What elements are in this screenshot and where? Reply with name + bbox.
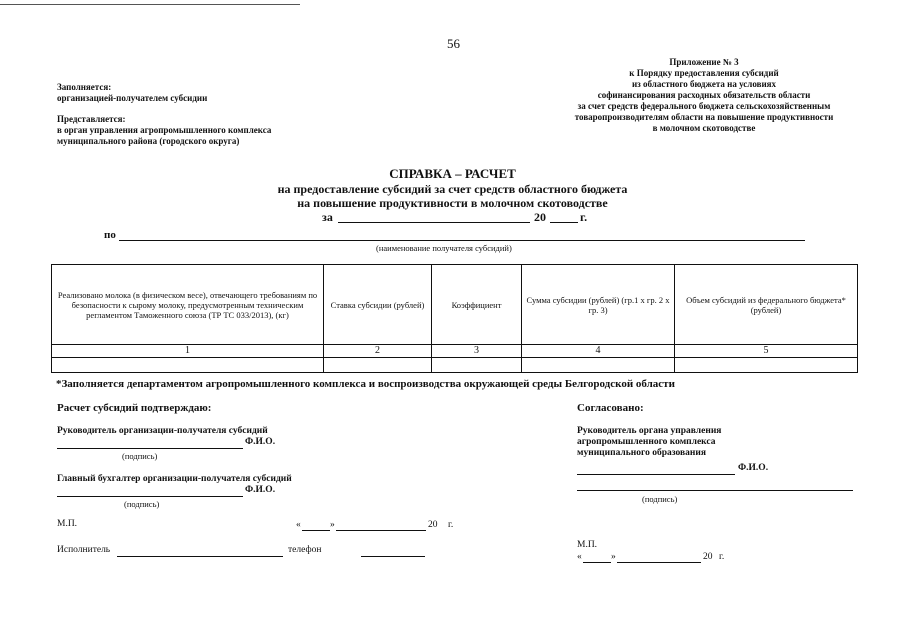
date-close: » bbox=[330, 520, 335, 530]
head-label: Руководитель организации-получателя субсидий bbox=[57, 426, 268, 436]
document-title: СПРАВКА – РАСЧЕТ bbox=[389, 166, 516, 181]
date-year: 20 bbox=[428, 520, 438, 530]
submitted-line: в орган управления агропромышленного комплекса bbox=[57, 125, 272, 135]
agency-head-line: Руководитель органа управления bbox=[577, 426, 722, 436]
date-suffix: г. bbox=[448, 520, 454, 530]
submitted-block bbox=[57, 114, 271, 147]
recipient-label: по bbox=[104, 229, 116, 241]
appendix-line: за счет средств федерального бюджета сельскохозяйственным bbox=[577, 101, 831, 111]
head-fio: Ф.И.О. bbox=[245, 437, 276, 447]
appendix-line: из областного бюджета на условиях bbox=[631, 79, 777, 89]
period-label: за bbox=[322, 210, 333, 224]
agency-date-close: » bbox=[611, 552, 616, 562]
date-month-field[interactable] bbox=[336, 530, 426, 531]
table-row bbox=[52, 358, 858, 373]
page-number: 56 bbox=[447, 36, 460, 51]
header-coefficient: Коэффициент bbox=[432, 265, 522, 345]
agency-date-month-field[interactable] bbox=[617, 562, 701, 563]
phone-label: телефон bbox=[288, 545, 322, 555]
table-number-row bbox=[52, 345, 858, 358]
agency-fio: Ф.И.О. bbox=[738, 463, 769, 473]
agency-date-year: 20 bbox=[703, 552, 713, 562]
agency-fio-field[interactable] bbox=[577, 474, 735, 475]
document-subtitle: на предоставление субсидий за счет средств областного бюджета bbox=[277, 182, 628, 196]
confirm-heading: Расчет субсидий подтверждаю: bbox=[57, 402, 212, 414]
phone-field[interactable] bbox=[361, 556, 425, 557]
header-subsidy-rate: Ставка субсидии (рублей) bbox=[324, 265, 432, 345]
column-number: 3 bbox=[432, 345, 522, 358]
agency-head-line: агропромышленного комплекса bbox=[577, 437, 716, 447]
top-edge-line bbox=[0, 4, 300, 5]
agency-date-suffix: г. bbox=[719, 552, 725, 562]
accountant-signature-field[interactable] bbox=[57, 496, 243, 497]
agency-date-open: « bbox=[577, 552, 582, 562]
header-federal-volume: Объем субсидий из федерального бюджета* (рублей) bbox=[675, 265, 858, 345]
table-header-row bbox=[52, 265, 858, 345]
table-cell[interactable] bbox=[675, 358, 858, 373]
head-sign-caption: (подпись) bbox=[122, 451, 158, 461]
recipient-caption: (наименование получателя субсидий) bbox=[376, 243, 512, 253]
submitted-label: Представляется: bbox=[57, 114, 126, 124]
footnote: *Заполняется департаментом агропромышленного комплекса и воспроизводства окружающей среды Белгородской области bbox=[56, 378, 675, 390]
year-suffix: г. bbox=[580, 210, 588, 224]
column-number: 5 bbox=[675, 345, 858, 358]
accountant-sign-caption: (подпись) bbox=[124, 499, 160, 509]
header-subsidy-sum: Сумма субсидии (рублей) (гр.1 х гр. 2 х гр. 3) bbox=[522, 265, 675, 345]
appendix-line: к Порядку предоставления субсидий bbox=[629, 68, 779, 78]
executor-label: Исполнитель bbox=[57, 545, 111, 555]
appendix-line: софинансирования расходных обязательств области bbox=[597, 90, 811, 100]
calculation-table bbox=[51, 264, 858, 373]
date-day-field[interactable] bbox=[302, 530, 330, 531]
column-number: 4 bbox=[522, 345, 675, 358]
agency-sign-caption: (подпись) bbox=[642, 494, 678, 504]
appendix-line: Приложение № 3 bbox=[669, 57, 739, 67]
table-cell[interactable] bbox=[324, 358, 432, 373]
accountant-fio: Ф.И.О. bbox=[245, 485, 276, 495]
year-label: 20 bbox=[534, 210, 546, 224]
header-milk-sold: Реализовано молока (в физическом весе), отвечающего требованиям по безопасности к сырому молоку, предусмотренным техническим регламентом Таможенного союза (ТР ТС 033/2013), (кг) bbox=[52, 265, 324, 345]
filled-by-value: организацией-получателем субсидии bbox=[57, 93, 208, 103]
recipient-field[interactable] bbox=[119, 240, 805, 241]
accountant-label: Главный бухгалтер организации-получателя субсидий bbox=[57, 474, 292, 484]
period-field[interactable] bbox=[338, 222, 530, 223]
agency-head-line: муниципального образования bbox=[577, 448, 706, 458]
head-signature-field[interactable] bbox=[57, 448, 243, 449]
agency-signature-field[interactable] bbox=[577, 490, 853, 491]
agency-head-label bbox=[577, 426, 721, 459]
agency-stamp-label: М.П. bbox=[577, 540, 598, 550]
executor-field[interactable] bbox=[117, 556, 283, 557]
year-field[interactable] bbox=[550, 222, 578, 223]
column-number: 1 bbox=[52, 345, 324, 358]
agreed-heading: Согласовано: bbox=[577, 402, 644, 414]
filled-by-label: Заполняется: bbox=[57, 82, 112, 92]
table-cell[interactable] bbox=[52, 358, 324, 373]
appendix-line: в молочном скотоводстве bbox=[652, 123, 756, 133]
document-subtitle: на повышение продуктивности в молочном скотоводстве bbox=[297, 196, 608, 210]
submitted-line: муниципального района (городского округа) bbox=[57, 136, 240, 146]
table-cell[interactable] bbox=[432, 358, 522, 373]
table-cell[interactable] bbox=[522, 358, 675, 373]
filled-by-block bbox=[57, 82, 207, 104]
appendix-block bbox=[548, 57, 860, 134]
column-number: 2 bbox=[324, 345, 432, 358]
appendix-line: товаропроизводителям области на повышение продуктивности bbox=[574, 112, 834, 122]
stamp-label: М.П. bbox=[57, 519, 78, 529]
date-open: « bbox=[296, 520, 301, 530]
agency-date-day-field[interactable] bbox=[583, 562, 611, 563]
